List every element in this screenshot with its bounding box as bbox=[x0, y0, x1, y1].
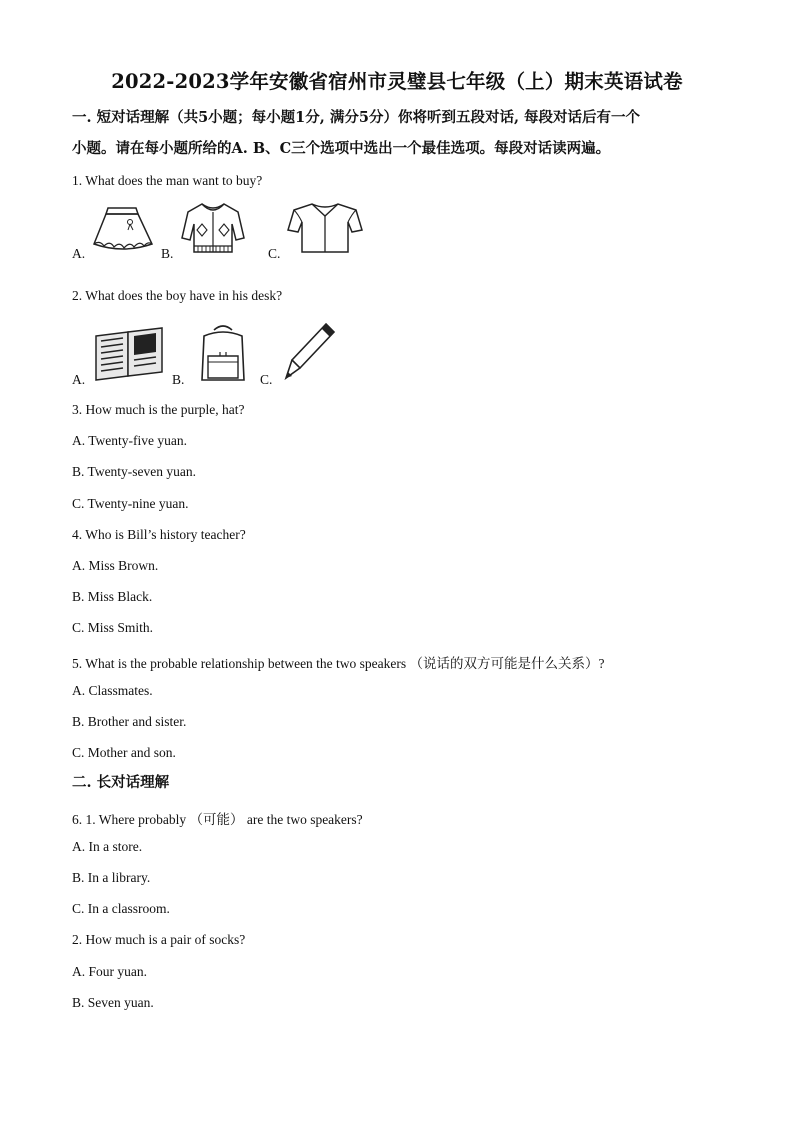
question-6-option-a: A. In a store. bbox=[72, 839, 143, 854]
question-1-option-b-label: B. bbox=[161, 246, 174, 261]
question-1-options bbox=[72, 196, 372, 266]
question-1-option-c-label: C. bbox=[268, 246, 281, 261]
question-7-option-a: A. Four yuan. bbox=[72, 964, 147, 979]
skirt-icon bbox=[90, 204, 156, 254]
question-6-option-b: B. In a library. bbox=[72, 870, 151, 885]
question-3-text: 3. How much is the purple, hat? bbox=[72, 402, 245, 417]
question-2-option-c-label: C. bbox=[260, 372, 273, 387]
question-6-text: 6. 1. Where probably （可能） are the two speakers? bbox=[72, 812, 363, 827]
section-one-heading-line1: 一. 短对话理解（共5小题；每小题1分, 满分5分）你将听到五段对话, 每段对话后有一个 bbox=[72, 109, 641, 126]
question-6-option-c: C. In a classroom. bbox=[72, 901, 170, 916]
question-1-option-a-label: A. bbox=[72, 246, 86, 261]
section-two-heading: 二. 长对话理解 bbox=[72, 774, 170, 791]
question-5-option-a: A. Classmates. bbox=[72, 683, 153, 698]
question-4-text: 4. Who is Bill’s history teacher? bbox=[72, 527, 246, 542]
question-7-option-b: B. Seven yuan. bbox=[72, 995, 154, 1010]
question-3-option-c: C. Twenty-nine yuan. bbox=[72, 496, 189, 511]
question-1-text: 1. What does the man want to buy? bbox=[72, 173, 263, 188]
jacket-icon bbox=[286, 200, 364, 256]
question-3-option-b: B. Twenty-seven yuan. bbox=[72, 464, 197, 479]
question-2-text: 2. What does the boy have in his desk? bbox=[72, 288, 283, 303]
question-7-text: 2. How much is a pair of socks? bbox=[72, 932, 246, 947]
question-2-option-b-label: B. bbox=[172, 372, 185, 387]
pencil-icon bbox=[280, 320, 338, 384]
question-5-option-b: B. Brother and sister. bbox=[72, 714, 187, 729]
backpack-icon bbox=[196, 322, 250, 384]
question-3-option-a: A. Twenty-five yuan. bbox=[72, 433, 188, 448]
book-icon bbox=[92, 326, 166, 382]
section-one-heading-line2: 小题。请在每小题所给的A. B、C三个选项中选出一个最佳选项。每段对话读两遍。 bbox=[72, 140, 611, 157]
section-one-heading bbox=[72, 102, 732, 164]
page-title: 2022-2023学年安徽省宿州市灵璧县七年级（上）期末英语试卷 bbox=[111, 70, 683, 93]
question-2-option-a-label: A. bbox=[72, 372, 86, 387]
question-4-option-c: C. Miss Smith. bbox=[72, 620, 154, 635]
question-2-options bbox=[72, 318, 372, 388]
question-5-option-c: C. Mother and son. bbox=[72, 745, 176, 760]
sweater-icon bbox=[180, 200, 246, 256]
question-4-option-a: A. Miss Brown. bbox=[72, 558, 159, 573]
question-5-text: 5. What is the probable relationship between the two speakers （说话的双方可能是什么关系）? bbox=[72, 656, 605, 671]
question-4-option-b: B. Miss Black. bbox=[72, 589, 153, 604]
